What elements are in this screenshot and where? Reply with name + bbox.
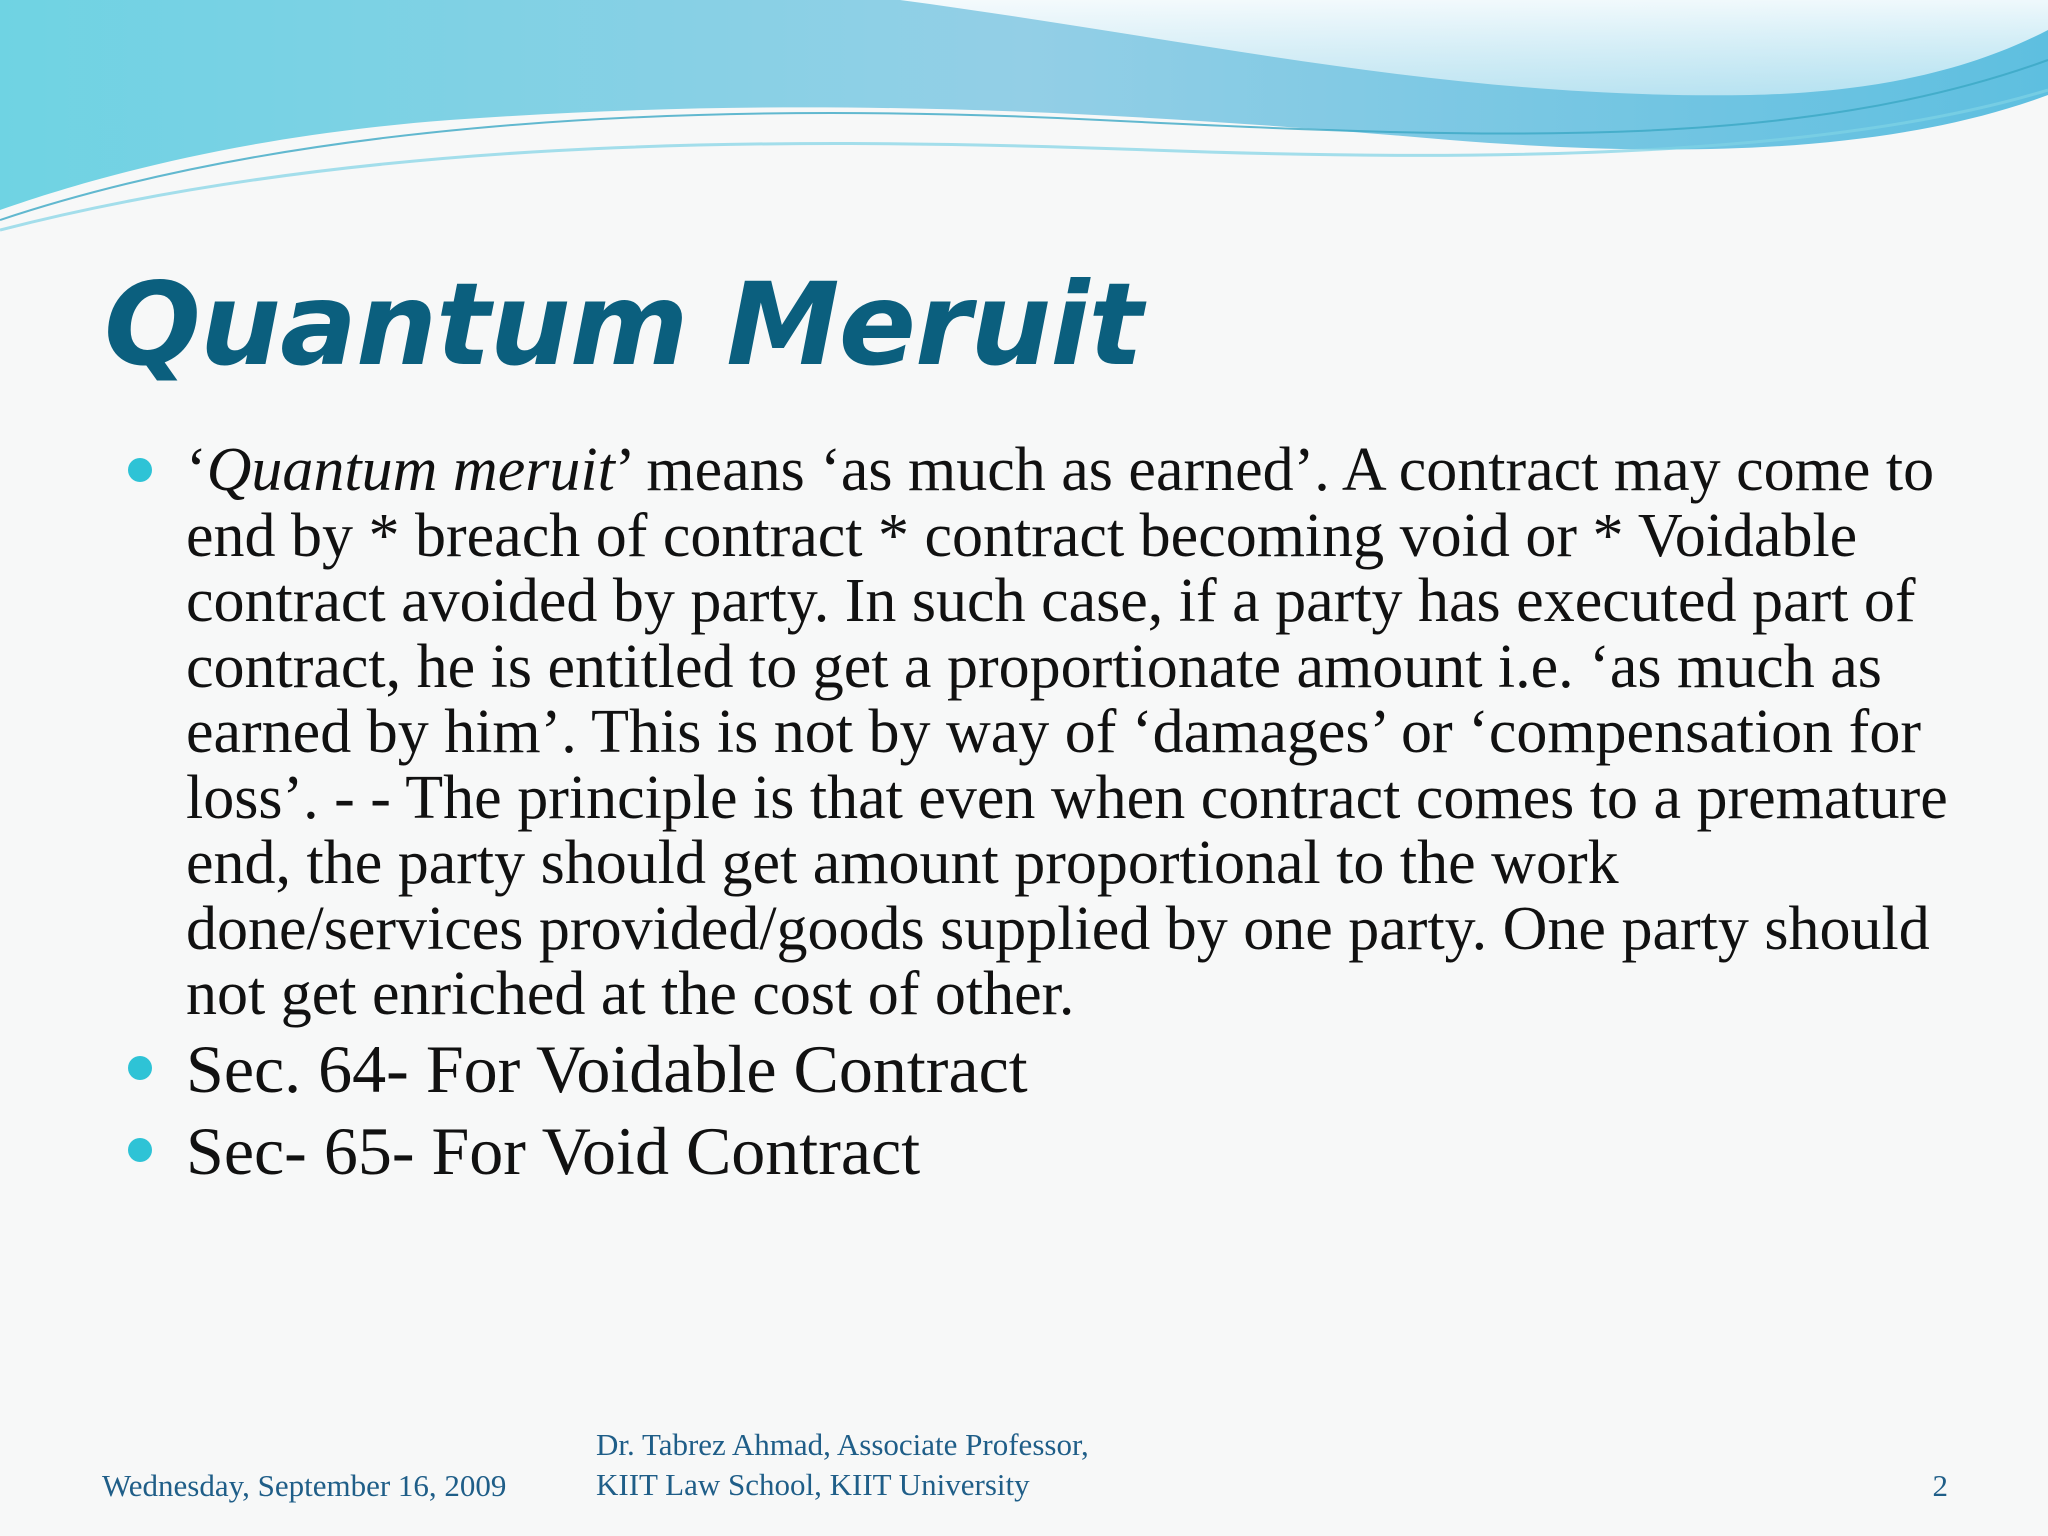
sec-65-text: Sec- 65- For Void Contract (186, 1112, 921, 1189)
footer-date: Wednesday, September 16, 2009 (102, 1468, 507, 1503)
slide-title: Quantum Meruit (104, 258, 1142, 391)
footer-author-line-1: Dr. Tabrez Ahmad, Associate Professor, (596, 1427, 1089, 1462)
footer-author (596, 1425, 1089, 1505)
bullet-dot-icon (128, 458, 152, 482)
bullet-dot-icon (128, 1138, 152, 1162)
bullet-quantum-meruit-definition (128, 438, 1968, 1028)
footer-author-line-2: KIIT Law School, KIIT University (596, 1467, 1030, 1502)
open-quote: ‘ (186, 436, 207, 504)
footer-page-number: 2 (1932, 1468, 1948, 1503)
definition-text: ’ means ‘as much as earned’. A contract may come to end by * breach of contract * contract becoming void or * Voidable contract avoided by party. In such case, if a party has executed part of contract, he is entitled to get a proportionate amount i.e. ‘as much as earned by him’. This is not by way of ‘damages’ or ‘compensation for loss’. - - The principle is that even when contract comes to a premature end, the party should get amount proportional to the work done/services provided/goods supplied by one party. One party should not get enriched at the cost of other. (186, 436, 1948, 1028)
bullet-list (128, 438, 1968, 1192)
term-quantum-meruit: Quantum meruit (206, 436, 615, 504)
bullet-dot-icon (128, 1056, 152, 1080)
bullet-sec-65 (128, 1110, 1968, 1192)
sec-64-text: Sec. 64- For Voidable Contract (186, 1030, 1028, 1107)
bullet-sec-64 (128, 1028, 1968, 1110)
decorative-wave-header (0, 0, 2048, 240)
